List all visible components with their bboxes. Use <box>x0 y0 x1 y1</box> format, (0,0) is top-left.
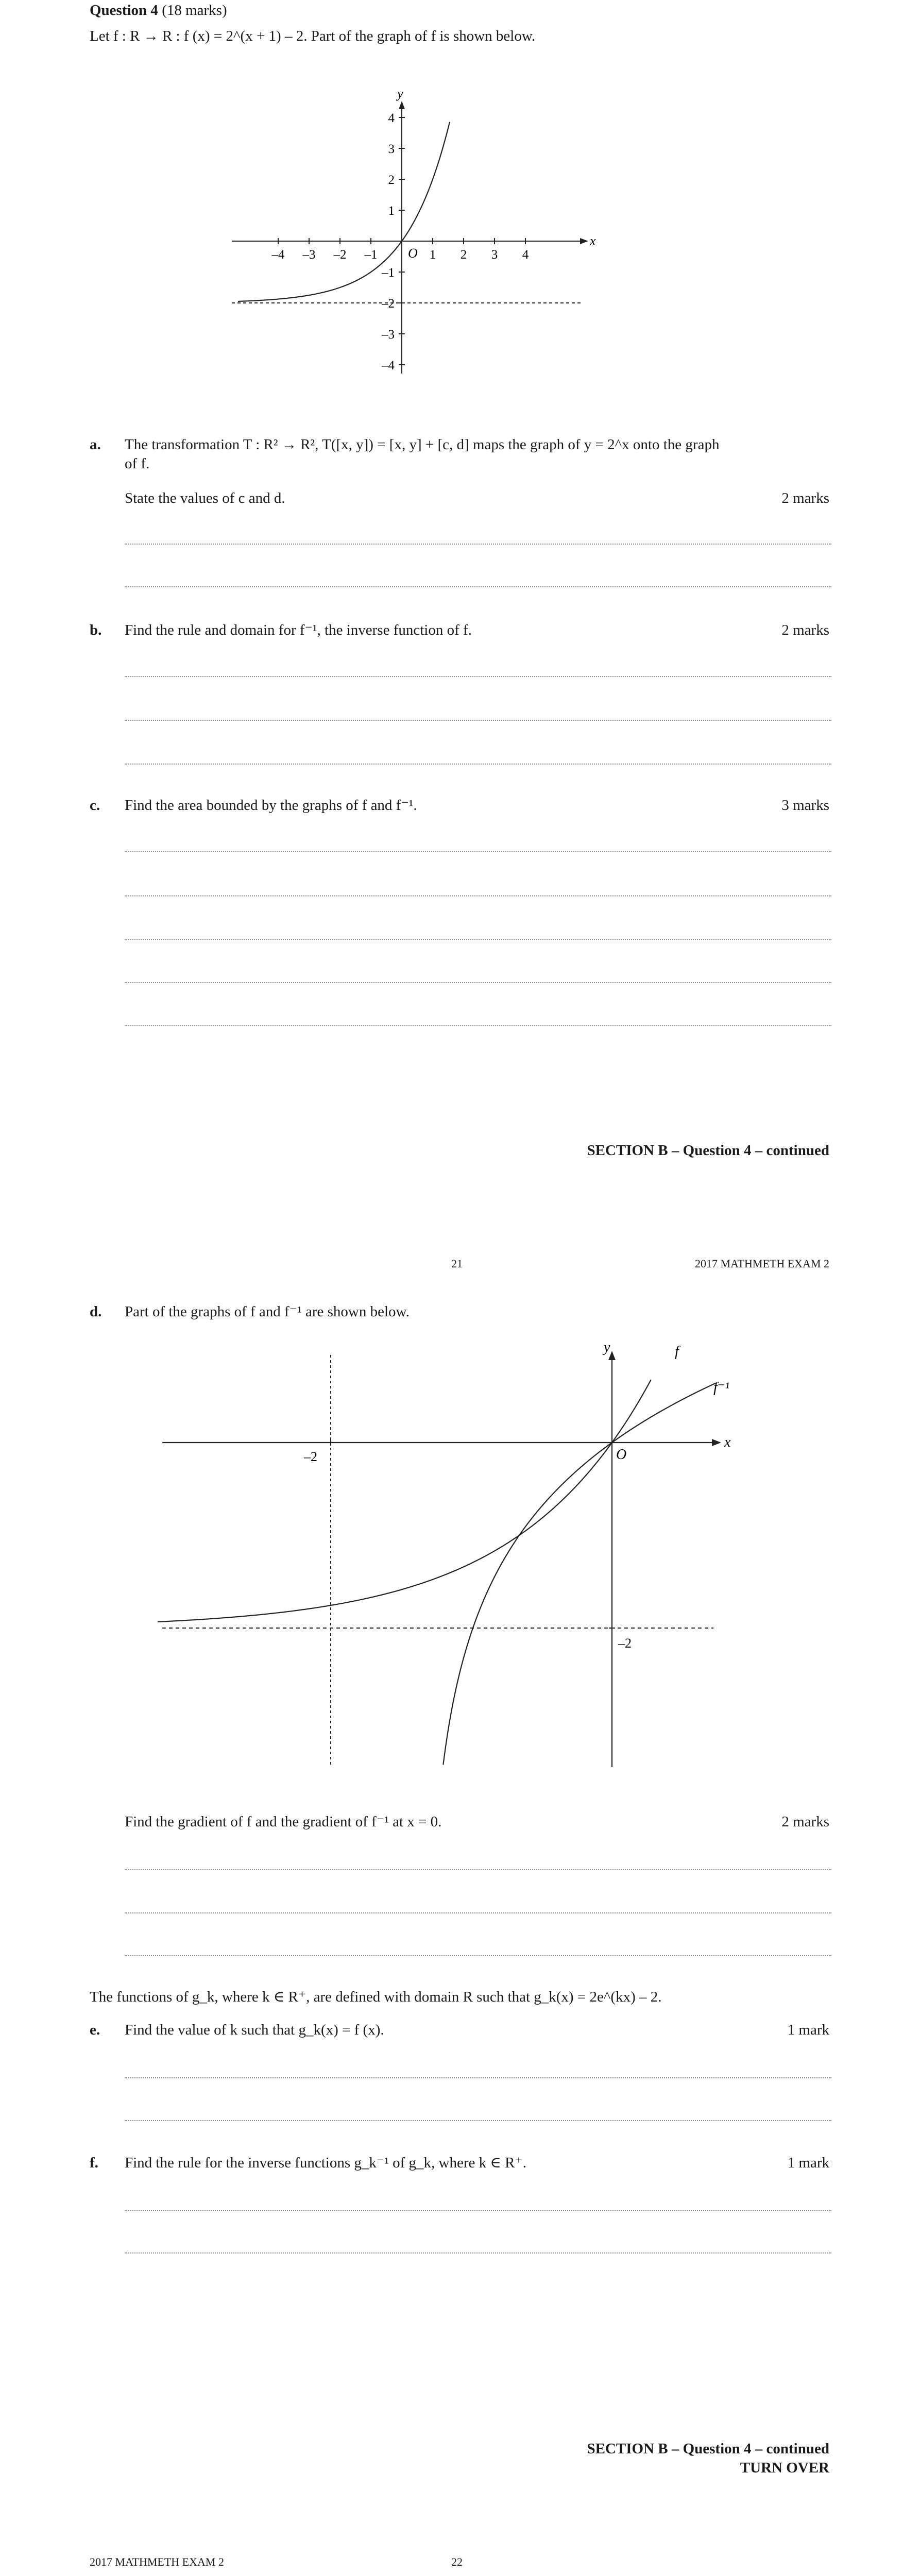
x-axis-label: x <box>724 1434 731 1450</box>
answer-line[interactable] <box>125 851 831 852</box>
x-tick-label: 1 <box>429 248 436 262</box>
x-axis-arrow-icon <box>580 238 588 244</box>
x-tick-label: 2 <box>460 248 467 262</box>
part-d-marks: 2 marks <box>781 1814 829 1830</box>
y-tick-label: –4 <box>382 359 395 372</box>
part-e-marks: 1 mark <box>787 2022 829 2038</box>
answer-line[interactable] <box>125 939 831 940</box>
x-tick-label: –2 <box>304 1449 317 1464</box>
answer-line[interactable] <box>125 720 831 721</box>
answer-line[interactable] <box>125 2120 831 2121</box>
y-tick-label: 4 <box>388 111 395 125</box>
curve-f <box>238 122 450 301</box>
question-title: Question 4 <box>90 2 158 19</box>
origin-label: O <box>616 1447 627 1463</box>
answer-line[interactable] <box>125 544 831 545</box>
exam-header: 2017 MATHMETH EXAM 2 <box>695 1257 829 1270</box>
part-e-text: Find the value of k such that g_k(x) = f (x). <box>125 2022 384 2038</box>
y-axis-label: y <box>397 86 403 101</box>
part-f-label: f. <box>90 2155 98 2171</box>
answer-line[interactable] <box>125 2252 831 2253</box>
x-tick-label: –1 <box>364 248 378 262</box>
part-a-text-line2: of f. <box>125 455 150 472</box>
x-tick-label: –3 <box>302 248 316 262</box>
answer-line[interactable] <box>125 982 831 983</box>
part-d-label: d. <box>90 1303 102 1320</box>
page-number: 22 <box>451 2555 463 2568</box>
part-a-marks: 2 marks <box>781 490 829 506</box>
y-axis-label: y <box>604 1345 610 1355</box>
answer-line[interactable] <box>125 676 831 677</box>
graph-f-and-inverse <box>155 1345 762 1772</box>
part-c-label: c. <box>90 797 100 814</box>
part-b-label: b. <box>90 622 102 638</box>
answer-line[interactable] <box>125 2077 831 2078</box>
answer-line[interactable] <box>125 1912 831 1913</box>
exam-header: 2017 MATHMETH EXAM 2 <box>90 2555 224 2568</box>
part-a-text-line3: State the values of c and d. <box>125 490 285 506</box>
section-continued-footer: SECTION B – Question 4 – continued <box>587 2441 829 2457</box>
y-tick-label: 2 <box>388 173 395 187</box>
origin-label: O <box>408 246 418 261</box>
answer-line[interactable] <box>125 2210 831 2211</box>
answer-line[interactable] <box>125 764 831 765</box>
question-heading <box>90 1 227 20</box>
y-tick-label: –3 <box>382 328 395 342</box>
x-axis-arrow-icon <box>712 1439 721 1446</box>
gk-intro: The functions of g_k, where k ∈ R⁺, are defined with domain R such that g_k(x) = 2e^(kx) – 2. <box>90 1989 662 2005</box>
part-c-marks: 3 marks <box>781 797 829 814</box>
y-tick-label: –1 <box>382 266 395 280</box>
y-tick-label: 3 <box>388 142 395 156</box>
page-number: 21 <box>451 1257 463 1270</box>
f-curve-label: f <box>675 1345 679 1360</box>
y-tick-label: –2 <box>382 297 395 311</box>
part-f-text: Find the rule for the inverse functions g_k⁻¹ of g_k, where k ∈ R⁺. <box>125 2155 526 2171</box>
question-intro: Let f : R → R : f (x) = 2^(x + 1) – 2. Part of the graph of f is shown below. <box>90 28 536 44</box>
y-tick-label: 1 <box>388 204 395 218</box>
x-tick-label: 4 <box>522 248 529 262</box>
part-c-text: Find the area bounded by the graphs of f and f⁻¹. <box>125 797 417 814</box>
answer-line[interactable] <box>125 1025 831 1026</box>
x-tick-label: 3 <box>491 248 498 262</box>
question-marks: (18 marks) <box>162 2 227 19</box>
f-inverse-curve-label: f⁻¹ <box>713 1380 729 1396</box>
section-continued-footer: SECTION B – Question 4 – continued <box>587 1142 829 1159</box>
part-a-text-line1: The transformation T : R² → R², T([x, y]) = [x, y] + [c, d] maps the graph of y = 2^x onto the graph <box>125 436 720 453</box>
answer-line[interactable] <box>125 1869 831 1870</box>
x-axis-label: x <box>590 233 596 248</box>
answer-line[interactable] <box>125 1955 831 1956</box>
curve-f <box>158 1380 651 1622</box>
part-d-intro: Part of the graphs of f and f⁻¹ are shown below. <box>125 1303 410 1320</box>
x-tick-label: –2 <box>333 248 347 262</box>
part-f-marks: 1 mark <box>787 2155 829 2171</box>
curve-f-inverse <box>443 1383 715 1765</box>
answer-line[interactable] <box>125 586 831 587</box>
part-b-text: Find the rule and domain for f⁻¹, the inverse function of f. <box>125 622 472 638</box>
y-axis-arrow-icon <box>399 101 405 109</box>
answer-line[interactable] <box>125 895 831 896</box>
turn-over-footer: TURN OVER <box>740 2460 829 2476</box>
x-tick-label: –4 <box>271 248 285 262</box>
graph-f <box>222 82 623 397</box>
part-a-label: a. <box>90 436 101 453</box>
part-d-text: Find the gradient of f and the gradient of f⁻¹ at x = 0. <box>125 1814 442 1830</box>
y-tick-label: –2 <box>618 1636 632 1651</box>
part-e-label: e. <box>90 2022 100 2038</box>
part-b-marks: 2 marks <box>781 622 829 638</box>
